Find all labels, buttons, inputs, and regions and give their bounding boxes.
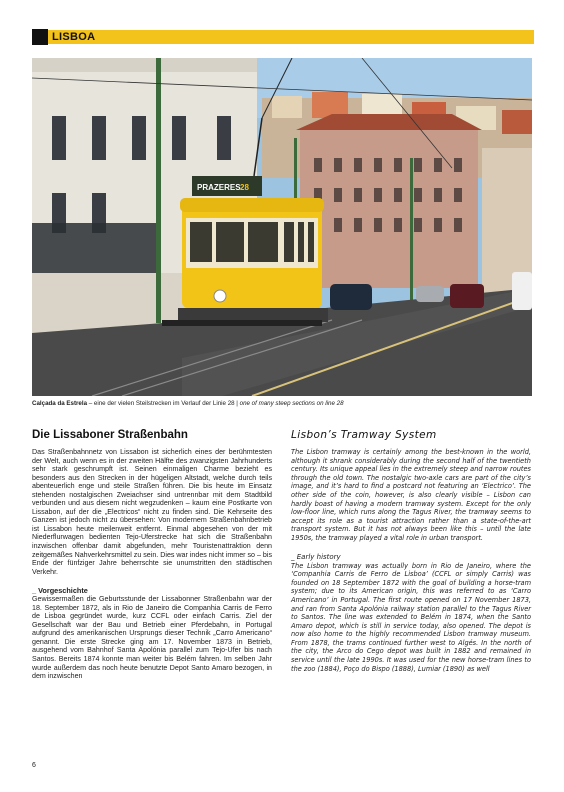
- tram-photo: [32, 58, 532, 396]
- tram-route-number: 28: [240, 183, 249, 192]
- section-header-bar: [32, 30, 534, 44]
- section-title: LISBOA: [52, 31, 96, 43]
- section-marker: [32, 29, 48, 45]
- english-column: [291, 428, 531, 673]
- page-number: 6: [32, 762, 36, 769]
- german-column: [32, 428, 272, 681]
- photo-caption: [32, 400, 532, 408]
- german-subheading: _ Vorgeschichte: [32, 586, 88, 596]
- german-heading: Die Lissaboner Straßenbahn: [32, 429, 188, 441]
- english-subheading: _ Early history: [291, 552, 341, 561]
- tram-destination-sign: PRAZERES: [197, 183, 241, 192]
- caption-text-en: one of many steep sections on line 28: [239, 400, 344, 407]
- german-paragraph-2: Gewissermaßen die Geburtsstunde der Lissabonner Straßenbahn war der 18. September 1872, als in Rio de Janeiro die Companhia Carris de Ferro de Lisboa gegründet wurde, kurz CCFL oder einfach Carris. Ziel der Gesellschaft war der Bau und Betrieb einer Pferdebahn, in Portugal aufgrund des amerikanischen Ursprungs dieser Technik „Carro Americano“ genannt. Die erste Strecke ging am 17. November 1873 in Betrieb, ausgehend vom Bahnhof Santa Apolónia parallel zum Tejo-Ufer bis nach Santos. Bereits 1874 konnte man weiter bis Belém fahren. Im selben Jahr wurde außerdem das noch heute benutzte Depot Santo Amaro bezogen, in dem inzwischen: [32, 595, 272, 681]
- english-paragraph-1: The Lisbon tramway is certainly among the best-known in the world, although it shrank considerably during the second half of the twentieth century. Its unique appeal lies in the extremely steep and narrow routes through the old town. The nostalgic two-axle cars are part of the city’s image, and it’s hard to find a postcard not featuring an ‘Electrico’. The other side of the coin, however, is also clearly visible – Lisbon can hardly boast of having a modern tramway system. Except for the only low-floor line, which runs along the Tagus River, the tramway seems to accept its role as a tourist attraction rather than a state-of-the-art transport system. But it has not always been like this – until the late 1950s, the tramway played a vital role in urban transport.: [291, 448, 531, 542]
- german-paragraph-1: Das Straßenbahnnetz von Lissabon ist sicherlich eines der berühmtesten der Welt, auch wenn es in der zweiten Hälfte des zwanzigsten Jahrhunderts sehr stark geschrumpft ist. Seinen einmaligen Charme bezieht es besonders aus den Strecken in der hügeligen Altstadt, welche durch teils abenteuerlich enge und steile Straßen führen. Die bis heute im Einsatz stehenden nostalgischen Zweiachser sind untrennbar mit dem Stadtbild verbunden und aus diesem nicht wegzudenken – kaum eine Postkarte von Lissabon, auf der die „Electricos“ nicht zu finden sind. Die Kehrseite des Ganzen ist jedoch nicht zu übersehen: Von modernem Straßenbahnbetrieb ist Lissabon heute meilenweit entfernt. Einmal abgesehen von der mit Niederflurwagen bedienten Tejo-Uferstrecke hat sich die Straßenbahn inzwischen offenbar damit abgefunden, mehr Touristenattraktion denn zeitgemäßes Nahverkehrsmittel zu sein. Dies war indes nicht immer so – bis Ende der fünfziger Jahre beherrschte sie unumstritten den städtischen Verkehr.: [32, 448, 272, 576]
- english-heading: Lisbon’s Tramway System: [291, 429, 437, 441]
- english-paragraph-2: The Lisbon tramway was actually born in Rio de Janeiro, where the ‘Companhia Carris de Ferro de Lisboa’ (CCFL or simply Carris) was founded on 18 September 1872 with the goal of building a horse-tram system; due to its American origin, this was referred to as ‘Carro Americano’ in Portugal. The first route opened on 17 November 1873, and ran from Santa Apolónia railway station parallel to the Tagus River to Santos. The line was extended to Belém in 1874, when the Santo Amaro depot, which is still in service today, also opened. The depot is now also home to the highly recommended Lisbon tramway museum. From 1878, the trams continued further west to Algés. In the north of the city, the Arco do Cego depot was built in 1882 and remained in service until the late 1990s. It was used for the new horse-tram lines to the zoo (1884), Poço do Bispo (1888), Lumiar (1890) as well: [291, 561, 531, 673]
- caption-text-de: – eine der vielen Steilstrecken im Verlauf der Linie 28 |: [87, 400, 240, 407]
- caption-title: Calçada da Estrela: [32, 400, 88, 407]
